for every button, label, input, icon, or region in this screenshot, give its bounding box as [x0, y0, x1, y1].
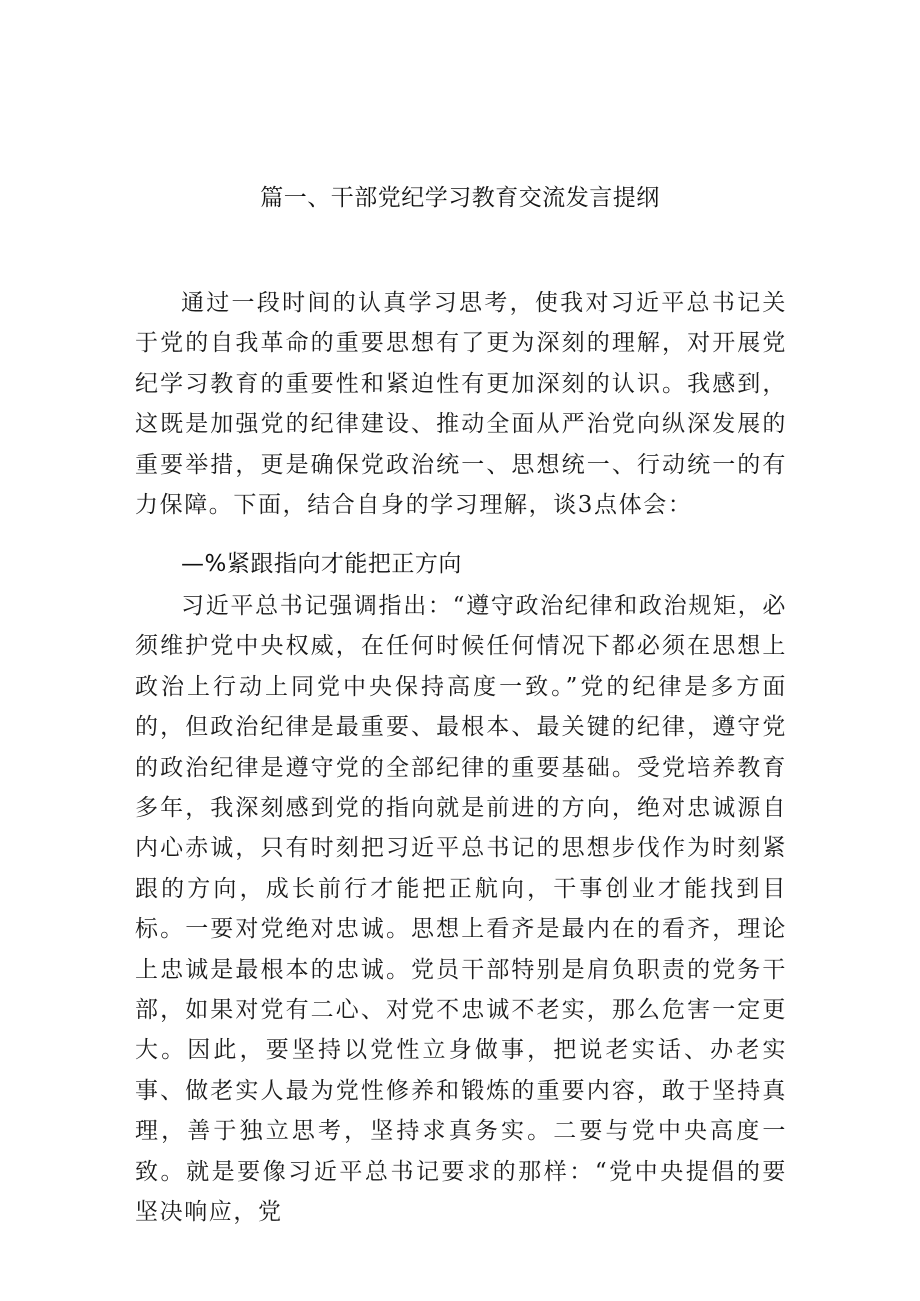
document-title: 篇一、干部党纪学习教育交流发言提纲	[260, 185, 660, 211]
intro-paragraph: 通过一段时间的认真学习思考，使我对习近平总书记关于党的自我革命的重要思想有了更为深刻的理解，对开展党纪学习教育的重要性和紧迫性有更加深刻的认识。我感到，这既是加强党的纪律建设、推动全面从严治党向纵深发展的重要举措，更是确保党政治统一、思想统一、行动统一的有力保障。下面，结合自身的学习理解，谈3点体会：	[135, 290, 787, 519]
body-paragraph: 习近平总书记强调指出：“遵守政治纪律和政治规矩，必须维护党中央权威，在任何时候任何情况下都必须在思想上政治上行动上同党中央保持高度一致。”党的纪律是多方面的，但政治纪律是最重要、最根本、最关键的纪律，遵守党的政治纪律是遵守党的全部纪律的重要基础。受党培养教育多年，我深刻感到党的指向就是前进的方向，绝对忠诚源自内心赤诚，只有时刻把习近平总书记的思想步伐作为时刻紧跟的方向，成长前行才能把正航向，干事创业才能找到目标。一要对党绝对忠诚。思想上看齐是最内在的看齐，理论上忠诚是最根本的忠诚。党员干部特别是肩负职责的党务干部，如果对党有二心、对党不忠诚不老实，那么危害一定更大。因此，要坚持以党性立身做事，把说老实话、办老实事、做老实人最为党性修养和锻炼的重要内容，敢于坚持真理，善于独立思考，坚持求真务实。二要与党中央高度一致。就是要像习近平总书记要求的那样：“党中央提倡的要坚决响应，党	[135, 593, 787, 1226]
section-heading: —%紧跟指向才能把正方向	[181, 551, 462, 577]
